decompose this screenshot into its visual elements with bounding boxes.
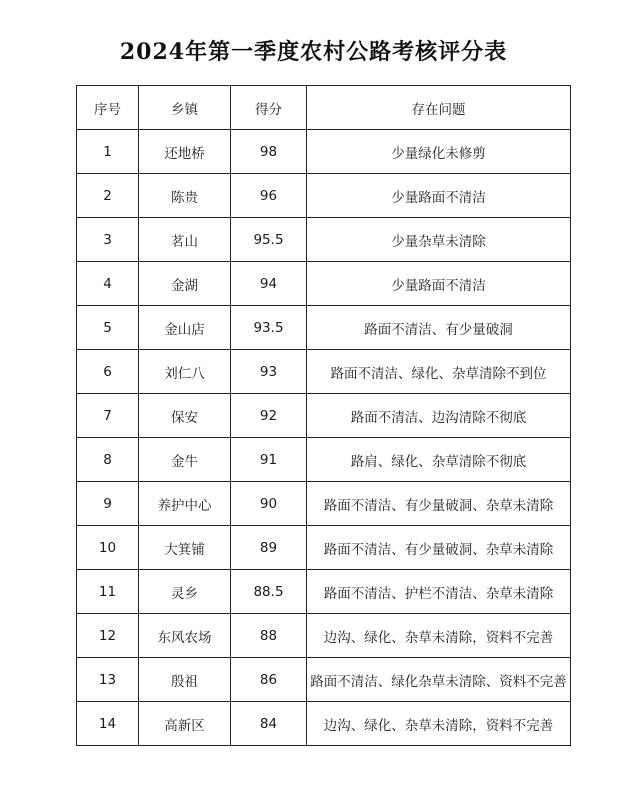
cell-score: 88.5 <box>231 570 307 614</box>
score-table <box>76 85 571 746</box>
cell-no: 10 <box>77 526 139 570</box>
cell-issue: 路面不清洁、有少量破洞 <box>307 306 571 350</box>
cell-score: 93 <box>231 350 307 394</box>
table-header-row <box>77 86 571 130</box>
cell-no: 4 <box>77 262 139 306</box>
cell-issue: 路面不清洁、护栏不清洁、杂草未清除 <box>307 570 571 614</box>
cell-no: 9 <box>77 482 139 526</box>
cell-no: 11 <box>77 570 139 614</box>
cell-town: 高新区 <box>139 702 231 746</box>
cell-issue: 少量杂草未清除 <box>307 218 571 262</box>
table-row <box>77 570 571 614</box>
cell-score: 90 <box>231 482 307 526</box>
cell-score: 89 <box>231 526 307 570</box>
table-row <box>77 394 571 438</box>
table-row <box>77 130 571 174</box>
table-row <box>77 526 571 570</box>
cell-town: 保安 <box>139 394 231 438</box>
cell-issue: 边沟、绿化、杂草未清除，资料不完善 <box>307 614 571 658</box>
header-no: 序号 <box>77 86 139 130</box>
cell-score: 98 <box>231 130 307 174</box>
cell-issue: 路面不清洁、有少量破洞、杂草未清除 <box>307 482 571 526</box>
cell-town: 金牛 <box>139 438 231 482</box>
table-row <box>77 658 571 702</box>
table-row <box>77 482 571 526</box>
cell-no: 6 <box>77 350 139 394</box>
cell-issue: 路肩、绿化、杂草清除不彻底 <box>307 438 571 482</box>
cell-no: 7 <box>77 394 139 438</box>
cell-score: 96 <box>231 174 307 218</box>
cell-score: 91 <box>231 438 307 482</box>
cell-score: 92 <box>231 394 307 438</box>
cell-no: 3 <box>77 218 139 262</box>
cell-town: 茗山 <box>139 218 231 262</box>
cell-score: 86 <box>231 658 307 702</box>
cell-score: 88 <box>231 614 307 658</box>
cell-no: 2 <box>77 174 139 218</box>
header-town: 乡镇 <box>139 86 231 130</box>
cell-issue: 路面不清洁、绿化杂草未清除、资料不完善 <box>307 658 571 702</box>
page-title: 2024年第一季度农村公路考核评分表 <box>119 39 508 65</box>
table-row <box>77 438 571 482</box>
cell-score: 95.5 <box>231 218 307 262</box>
table-row <box>77 350 571 394</box>
table-row <box>77 218 571 262</box>
cell-town: 还地桥 <box>139 130 231 174</box>
cell-no: 12 <box>77 614 139 658</box>
cell-town: 金湖 <box>139 262 231 306</box>
cell-town: 刘仁八 <box>139 350 231 394</box>
header-issue: 存在问题 <box>307 86 571 130</box>
cell-no: 13 <box>77 658 139 702</box>
cell-town: 陈贵 <box>139 174 231 218</box>
cell-score: 84 <box>231 702 307 746</box>
cell-town: 养护中心 <box>139 482 231 526</box>
table-row <box>77 702 571 746</box>
cell-town: 殷祖 <box>139 658 231 702</box>
cell-no: 1 <box>77 130 139 174</box>
cell-issue: 少量绿化未修剪 <box>307 130 571 174</box>
table-row <box>77 614 571 658</box>
cell-town: 东风农场 <box>139 614 231 658</box>
table-row <box>77 262 571 306</box>
table-row <box>77 306 571 350</box>
cell-score: 93.5 <box>231 306 307 350</box>
table-row <box>77 174 571 218</box>
cell-issue: 路面不清洁、有少量破洞、杂草未清除 <box>307 526 571 570</box>
cell-no: 8 <box>77 438 139 482</box>
cell-issue: 路面不清洁、边沟清除不彻底 <box>307 394 571 438</box>
cell-town: 灵乡 <box>139 570 231 614</box>
cell-town: 大箕铺 <box>139 526 231 570</box>
cell-issue: 少量路面不清洁 <box>307 174 571 218</box>
header-score: 得分 <box>231 86 307 130</box>
cell-issue: 少量路面不清洁 <box>307 262 571 306</box>
cell-no: 14 <box>77 702 139 746</box>
cell-issue: 路面不清洁、绿化、杂草清除不到位 <box>307 350 571 394</box>
cell-town: 金山店 <box>139 306 231 350</box>
cell-no: 5 <box>77 306 139 350</box>
cell-score: 94 <box>231 262 307 306</box>
cell-issue: 边沟、绿化、杂草未清除，资料不完善 <box>307 702 571 746</box>
